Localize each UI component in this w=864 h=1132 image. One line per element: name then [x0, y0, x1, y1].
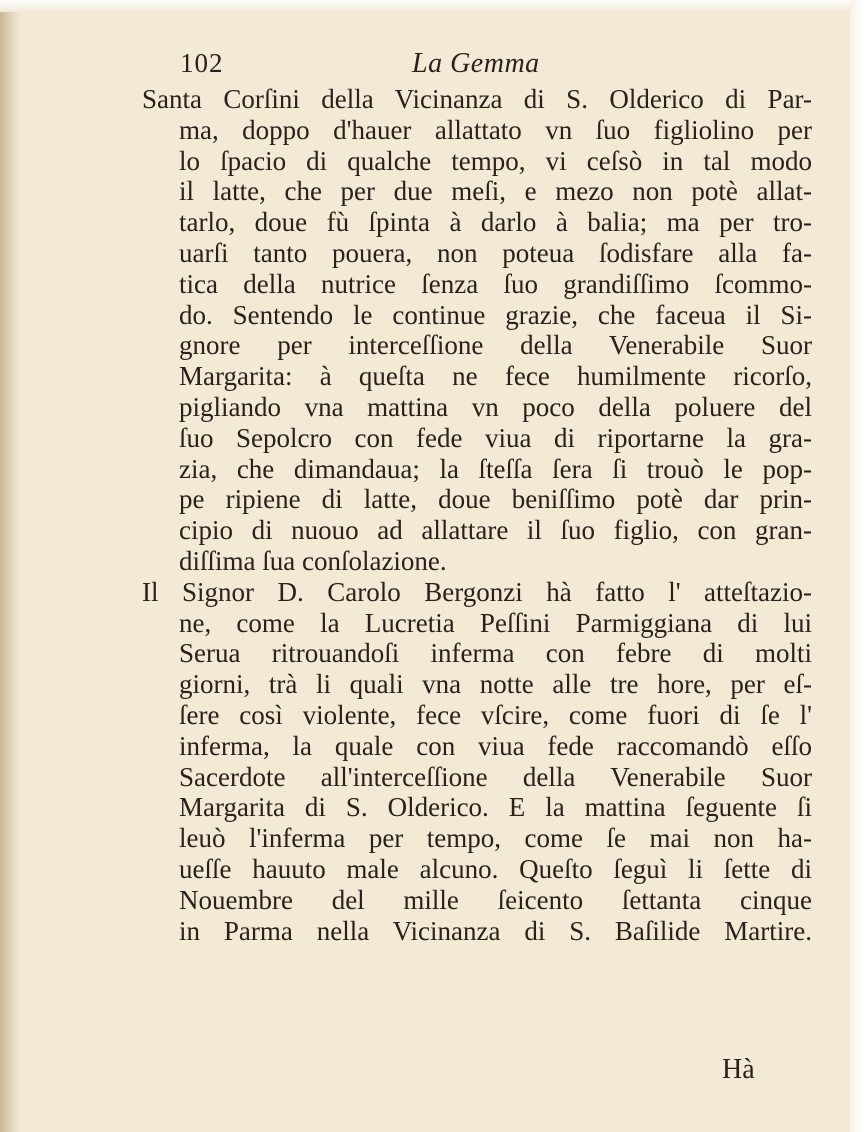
- paragraph-2: [142, 577, 812, 947]
- text-line: Sacerdote all'interceſſione della Venerabile Suor: [179, 761, 812, 792]
- text-line: pigliando vna mattina vn poco della poluere del: [179, 391, 812, 422]
- text-line: leuò l'inferma per tempo, come ſe mai non ha-: [179, 823, 812, 854]
- text-line: diſſima ſua conſolazione.: [179, 545, 447, 576]
- text-line: do. Sentendo le continue grazie, che faceua il Si-: [179, 299, 812, 330]
- page-top-edge: [0, 0, 864, 12]
- text-line: tarlo, doue fù ſpinta à darlo à balia; ma per tro-: [179, 207, 812, 238]
- text-line: Margarita: à queſta ne fece humilmente ricorſo,: [179, 361, 812, 392]
- page-header: [180, 48, 760, 88]
- text-line: lo ſpacio di qualche tempo, vi ceſsò in tal modo: [179, 145, 812, 176]
- text-line: Serua ritrouandoſi inferma con febre di molti: [179, 638, 812, 669]
- text-line: ſuo Sepolcro con fede viua di riportarne la gra-: [179, 422, 812, 453]
- running-title: La Gemma: [412, 48, 540, 79]
- text-line: pe ripiene di latte, doue beniſſimo potè dar prin-: [179, 484, 812, 515]
- catchword: Hà: [722, 1054, 755, 1085]
- text-line: gnore per interceſſione della Venerabile Suor: [179, 330, 812, 361]
- text-line: tica della nutrice ſenza ſuo grandiſſimo ſcommo-: [179, 268, 812, 299]
- text-line: ſere così violente, fece vſcire, come fuori di ſe l': [179, 699, 812, 730]
- text-line: il latte, che per due meſi, e mezo non potè allat-: [179, 176, 812, 207]
- paragraph-1: [142, 84, 812, 577]
- page-gutter-shadow: [0, 0, 22, 1132]
- page-number: 102: [180, 48, 224, 78]
- text-line: ma, doppo d'hauer allattato vn ſuo figliolino per: [179, 114, 812, 145]
- text-line: ueſſe hauuto male alcuno. Queſto ſeguì li ſette di: [179, 853, 812, 884]
- text-line: Santa Corſini della Vicinanza di S. Olderico di Par-: [142, 84, 812, 114]
- text-line: Il Signor D. Carolo Bergonzi hà fatto l' atteſtazio-: [142, 576, 812, 607]
- body-text: [142, 84, 812, 946]
- text-line: giorni, trà li quali vna notte alle tre hore, per eſ-: [179, 669, 812, 700]
- page-right-edge: [850, 0, 864, 1132]
- text-line: zia, che dimandaua; la ſteſſa ſera ſi trouò le pop-: [179, 453, 812, 484]
- text-line: Margarita di S. Olderico. E la mattina ſeguente ſi: [179, 792, 812, 823]
- text-line: in Parma nella Vicinanza di S. Baſilide Martire.: [179, 915, 812, 946]
- text-line: ne, come la Lucretia Peſſini Parmiggiana di lui: [179, 607, 812, 638]
- text-line: cipio di nuouo ad allattare il ſuo figlio, con gran-: [179, 515, 812, 546]
- text-line: Nouembre del mille ſeicento ſettanta cinque: [179, 884, 812, 915]
- text-line: inferma, la quale con viua fede raccomandò eſſo: [179, 730, 812, 761]
- text-line: uarſi tanto pouera, non poteua ſodisfare alla fa-: [179, 237, 812, 268]
